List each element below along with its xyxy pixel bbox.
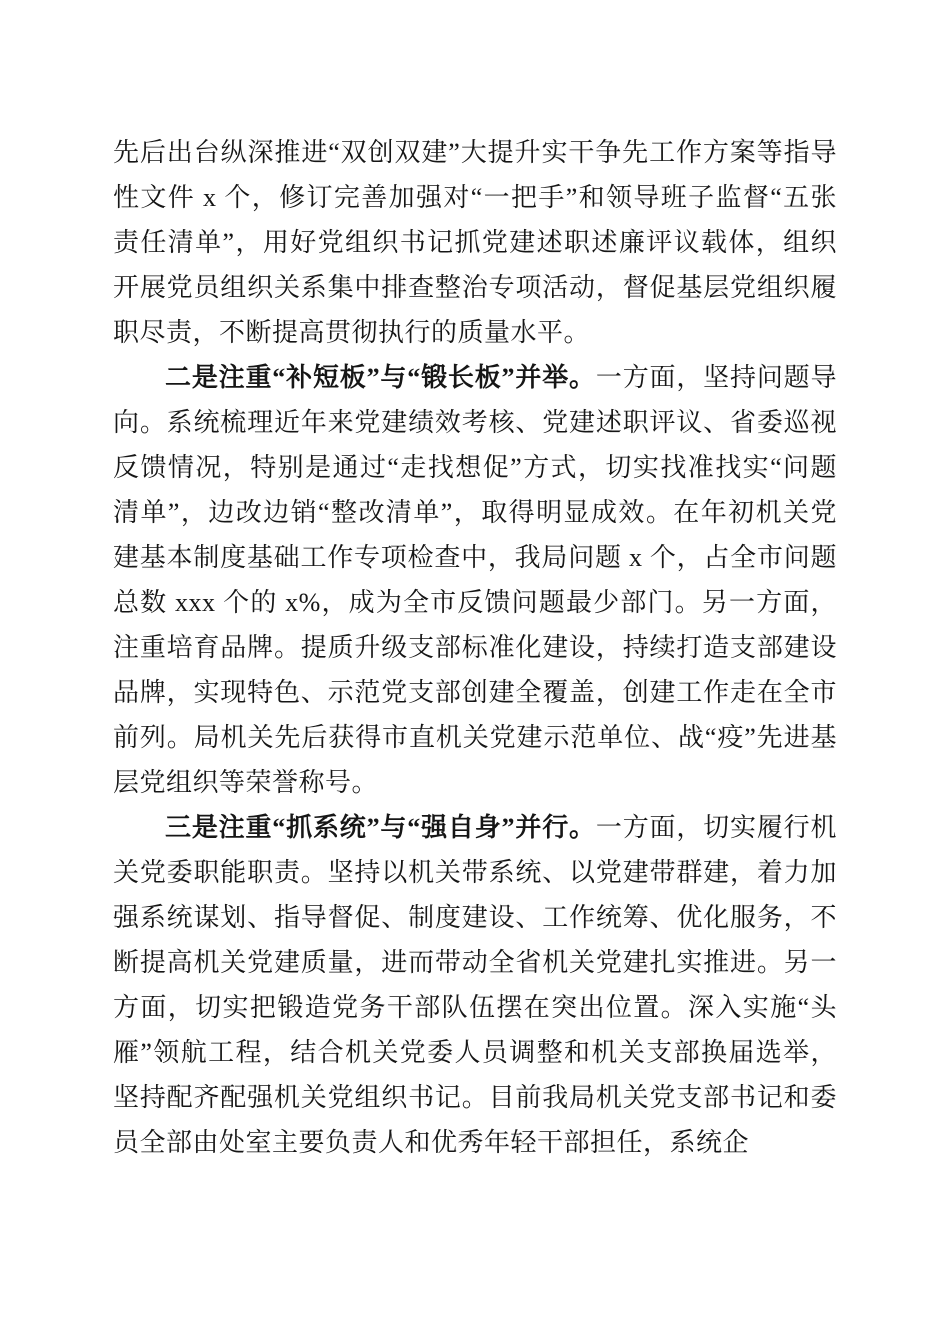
paragraph-body: 一方面，切实履行机关党委职能职责。坚持以机关带系统、以党建带群建，着力加强系统谋划、指导督促、制度建设、工作统筹、优化服务，不断提高机关党建质量，进而带动全省机关党建扎实推进。另一方面，切实把锻造党务干部队伍摆在突出位置。深入实施“头雁”领航工程，结合机关党委人员调整和机关支部换届选举，坚持配齐配强机关党组织书记。目前我局机关党支部书记和委员全部由处室主要负责人和优秀年轻干部担任，系统企 xyxy=(113,813,837,1157)
paragraph xyxy=(113,355,837,805)
document-content xyxy=(113,130,837,1165)
paragraph xyxy=(113,130,837,355)
paragraph-lead: 二是注重“补短板”与“锻长板”并举。 xyxy=(165,363,596,392)
paragraph xyxy=(113,805,837,1165)
paragraph-body: 先后出台纵深推进“双创双建”大提升实干争先工作方案等指导性文件 x 个，修订完善加强对“一把手”和领导班子监督“五张责任清单”，用好党组织书记抓党建述职述廉评议载体，组织开展党员组织关系集中排查整治专项活动，督促基层党组织履职尽责，不断提高贯彻执行的质量水平。 xyxy=(113,138,837,347)
paragraph-body: 一方面，坚持问题导向。系统梳理近年来党建绩效考核、党建述职评议、省委巡视反馈情况，特别是通过“走找想促”方式，切实找准找实“问题清单”，边改边销“整改清单”，取得明显成效。在年初机关党建基本制度基础工作专项检查中，我局问题 x 个，占全市问题总数 xxx 个的 x%，成为全市反馈问题最少部门。另一方面，注重培育品牌。提质升级支部标准化建设，持续打造支部建设品牌，实现特色、示范党支部创建全覆盖，创建工作走在全市前列。局机关先后获得市直机关党建示范单位、战“疫”先进基层党组织等荣誉称号。 xyxy=(113,363,837,797)
paragraph-lead: 三是注重“抓系统”与“强自身”并行。 xyxy=(165,813,596,842)
